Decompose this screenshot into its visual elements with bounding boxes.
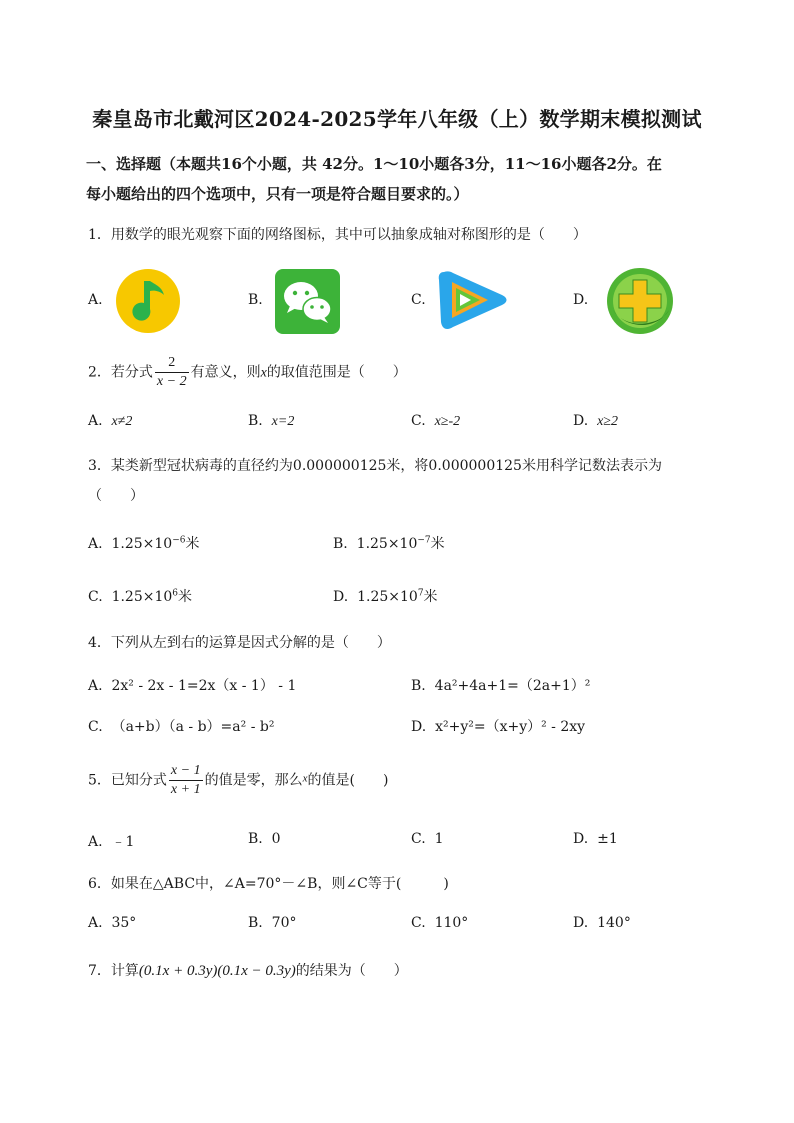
q2-option-a: A. x≠2 (88, 413, 133, 429)
q6-option-d: D. 140° (573, 915, 631, 931)
q2-option-b: B. x=2 (248, 413, 295, 429)
q3-option-c: C. $1.25\times 10^6$米 (88, 588, 193, 605)
question-5 (88, 762, 388, 799)
q6-option-a: A. 35° (88, 915, 137, 931)
question-1-text: 1．用数学的眼光观察下面的网络图标，其中可以抽象成轴对称图形的是（ ） (88, 227, 587, 243)
q1-option-d-label: D. (573, 292, 589, 308)
q2-var: x (260, 365, 267, 381)
q2-option-d: D. x≥2 (573, 413, 618, 429)
question-3-line1: 3．某类新型冠状病毒的直径约为0.000000125米，将0.000000125米用科学记数法表示为 (88, 458, 662, 474)
q1-option-a-label: A. (88, 292, 103, 308)
q5-frac-den: x + 1 (170, 782, 201, 797)
page-title: 秦皇岛市北戴河区2024-2025学年八年级（上）数学期末模拟测试 (92, 107, 702, 131)
question-2 (88, 354, 407, 391)
q2-fraction (155, 354, 189, 391)
q7-expression: (0.1x + 0.3y)(0.1x − 0.3y) (138, 963, 296, 979)
q5-prefix: 5．已知分式 (88, 772, 167, 789)
q4-option-b: B. 4a²+4a+1=（2a+1）² (411, 678, 591, 694)
qq-music-icon (114, 267, 182, 335)
q4-option-a: A. 2x² - 2x - 1=2x（x - 1） - 1 (88, 678, 297, 694)
q5-fraction (169, 762, 203, 799)
q5-option-d: D. ±1 (573, 831, 618, 847)
q5-mid: 的值是零，那么 (204, 772, 303, 789)
section-heading-line2: 每小题给出的四个选项中，只有一项是符合题目要求的。） (86, 185, 469, 203)
q5-option-c: C. 1 (411, 831, 444, 847)
q2-frac-num: 2 (155, 354, 189, 373)
q5-option-b: B. 0 (248, 831, 281, 847)
q2-mid: 有意义，则 (190, 364, 261, 381)
q7-prefix: 7．计算 (88, 963, 139, 979)
q3-option-b: B. $1.25\times 10^{-7}$米 (333, 535, 445, 552)
q3-option-d: D. $1.25\times 10^7$米 (333, 588, 438, 605)
tencent-video-icon (438, 268, 508, 334)
q2-option-c: C. x≥-2 (411, 413, 461, 429)
question-7 (88, 960, 408, 980)
wechat-icon (275, 269, 340, 334)
question-4-text: 4．下列从左到右的运算是因式分解的是（ ） (88, 635, 391, 651)
q4-option-c: C. （a+b）（a - b）=a² - b² (88, 719, 275, 735)
q5-option-a: A. ﹣1 (88, 834, 135, 850)
q2-frac-den: x − 2 (156, 374, 187, 389)
question-6-text: 6．如果在△ABC中，∠A=70°－∠B，则∠C等于( ) (88, 876, 449, 892)
q5-frac-num: x − 1 (169, 762, 203, 781)
section-heading-line1: 一、选择题（本题共16个小题，共 42分。1～10小题各3分，11～16小题各2分。在 (86, 155, 662, 173)
q6-option-b: B. 70° (248, 915, 297, 931)
q3-option-a: A. $1.25\times 10^{-6}$米 (88, 535, 200, 552)
q7-suffix: 的结果为（ ） (295, 963, 408, 979)
q6-option-c: C. 110° (411, 915, 469, 931)
q2-suffix: 的取值范围是（ ） (266, 364, 407, 381)
question-3-line2: （ ） (88, 488, 144, 504)
q1-option-c-label: C. (411, 292, 426, 308)
q1-option-b-label: B. (248, 292, 263, 308)
q2-prefix: 2．若分式 (88, 364, 153, 381)
q4-option-d: D. x²+y²=（x+y）² - 2xy (411, 719, 586, 735)
q5-suffix: 的值是( ) (307, 772, 389, 789)
360-security-icon (605, 266, 675, 336)
q5-var: x (302, 772, 308, 785)
